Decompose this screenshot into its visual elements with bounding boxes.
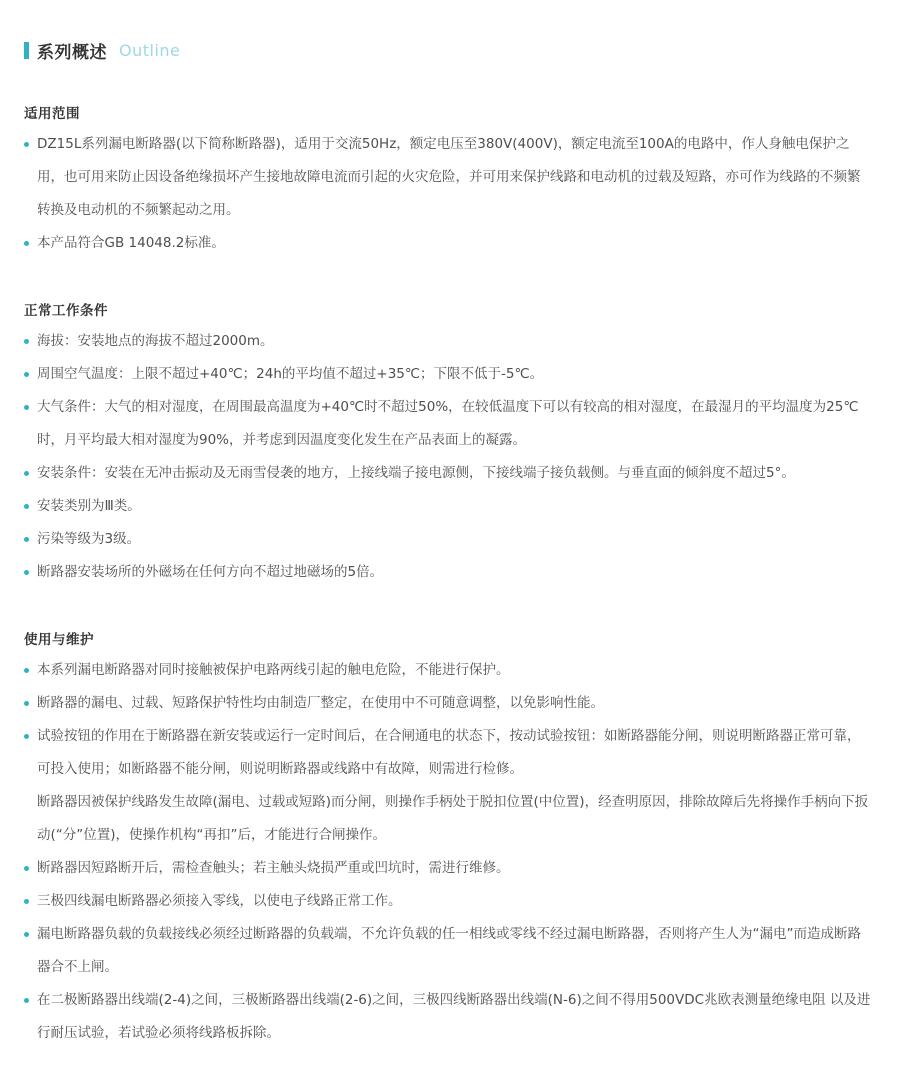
section-use-maintenance (24, 628, 872, 1050)
list-item (24, 885, 872, 918)
sections-container (24, 102, 872, 1050)
bullet-icon (24, 339, 29, 344)
list-item (24, 128, 872, 227)
list-item (24, 325, 872, 358)
list-item-text: 海拔：安装地点的海拔不超过2000m。 (37, 333, 274, 349)
section-scope (24, 102, 872, 260)
bullet-icon (24, 372, 29, 377)
list-item-text: 安装条件：安装在无冲击振动及无雨雪侵袭的地方，上接线端子接电源侧，下接线端子接负载侧。与垂直面的倾斜度不超过5°。 (37, 465, 795, 481)
bullet-icon (24, 537, 29, 542)
list-item-text: 本产品符合GB 14048.2标准。 (37, 235, 225, 251)
bullet-icon (24, 241, 29, 246)
list-item (24, 358, 872, 391)
bullet-icon (24, 504, 29, 509)
section-working-conditions (24, 299, 872, 589)
section-heading-scope: 适用范围 (24, 106, 80, 122)
list-item-text: 安装类别为Ⅲ类。 (37, 498, 141, 514)
bullet-icon (24, 701, 29, 706)
list-item (24, 852, 872, 885)
accent-bar-icon (24, 42, 29, 59)
bullet-icon (24, 932, 29, 937)
list-item (24, 227, 872, 260)
bullet-icon (24, 142, 29, 147)
list-item-text: 断路器安装场所的外磁场在任何方向不超过地磁场的5倍。 (37, 564, 384, 580)
list-item (24, 720, 872, 852)
list-item (24, 391, 872, 457)
list-item-text: 三极四线漏电断路器必须接入零线，以使电子线路正常工作。 (37, 893, 402, 909)
list-item-text: 试验按钮的作用在于断路器在新安装或运行一定时间后，在合闸通电的状态下，按动试验按钮：如断路器能分闸，则说明断路器正常可靠，可投入使用；如断路器不能分闸，则说明断路器或线路中有故障，则需进行检修。 (37, 728, 861, 777)
list-item-text: 在二极断路器出线端(2-4)之间，三极断路器出线端(2-6)之间，三极四线断路器出线端(N-6)之间不得用500VDC兆欧表测量绝缘电阻 以及进行耐压试验，若试验必须将线路板拆除。 (37, 992, 871, 1041)
bullet-icon (24, 471, 29, 476)
bullet-icon (24, 866, 29, 871)
list-item-text: 断路器的漏电、过载、短路保护特性均由制造厂整定，在使用中不可随意调整，以免影响性能。 (37, 695, 604, 711)
bullet-icon (24, 899, 29, 904)
list-item (24, 556, 872, 589)
list-item (24, 523, 872, 556)
list-item-text: 大气条件：大气的相对湿度，在周围最高温度为+40℃时不超过50%，在较低温度下可以有较高的相对湿度，在最湿月的平均温度为25℃时，月平均最大相对湿度为90%，并考虑到因温度变化发生在产品表面上的凝露。 (37, 399, 859, 448)
bullet-list (24, 325, 872, 589)
section-heading-working-conditions: 正常工作条件 (24, 303, 108, 319)
page-title (24, 38, 872, 63)
bullet-list (24, 128, 872, 260)
page-title-cn: 系列概述 (37, 43, 107, 63)
list-item (24, 654, 872, 687)
list-item-text: DZ15L系列漏电断路器(以下简称断路器)，适用于交流50Hz，额定电压至380V(400V)，额定电流至100A的电路中，作人身触电保护之用，也可用来防止因设备绝缘损坏产生接地故障电流而引起的火灾危险，并可用来保护线路和电动机的过载及短路，亦可作为线路的不频繁转换及电动机的不频繁起动之用。 (37, 136, 861, 218)
list-item-text: 污染等级为3级。 (37, 531, 141, 547)
list-item-text: 本系列漏电断路器对同时接触被保护电路两线引起的触电危险，不能进行保护。 (37, 662, 510, 678)
list-item-text: 周围空气温度：上限不超过+40℃；24h的平均值不超过+35℃；下限不低于-5℃。 (37, 366, 544, 382)
bullet-icon (24, 668, 29, 673)
bullet-icon (24, 734, 29, 739)
page-title-en: Outline (119, 41, 181, 60)
list-item-text: 断路器因被保护线路发生故障(漏电、过载或短路)而分闸，则操作手柄处于脱扣位置(中位置)，经查明原因，排除故障后先将操作手柄向下扳动(“分”位置)，使操作机构“再扣”后，才能进行合闸操作。 (37, 794, 869, 843)
list-item-text: 断路器因短路断开后，需检查触头；若主触头烧损严重或凹坑时，需进行维修。 (37, 860, 510, 876)
list-item (24, 984, 872, 1050)
section-heading-use-maintenance: 使用与维护 (24, 632, 94, 648)
list-item-text: 漏电断路器负载的负载接线必须经过断路器的负载端，不允许负载的任一相线或零线不经过漏电断路器，否则将产生人为“漏电”而造成断路器合不上闸。 (37, 926, 861, 975)
bullet-list (24, 654, 872, 1050)
bullet-icon (24, 570, 29, 575)
list-item (24, 457, 872, 490)
list-item (24, 687, 872, 720)
list-item (24, 490, 872, 523)
list-item (24, 918, 872, 984)
bullet-icon (24, 405, 29, 410)
bullet-icon (24, 998, 29, 1003)
